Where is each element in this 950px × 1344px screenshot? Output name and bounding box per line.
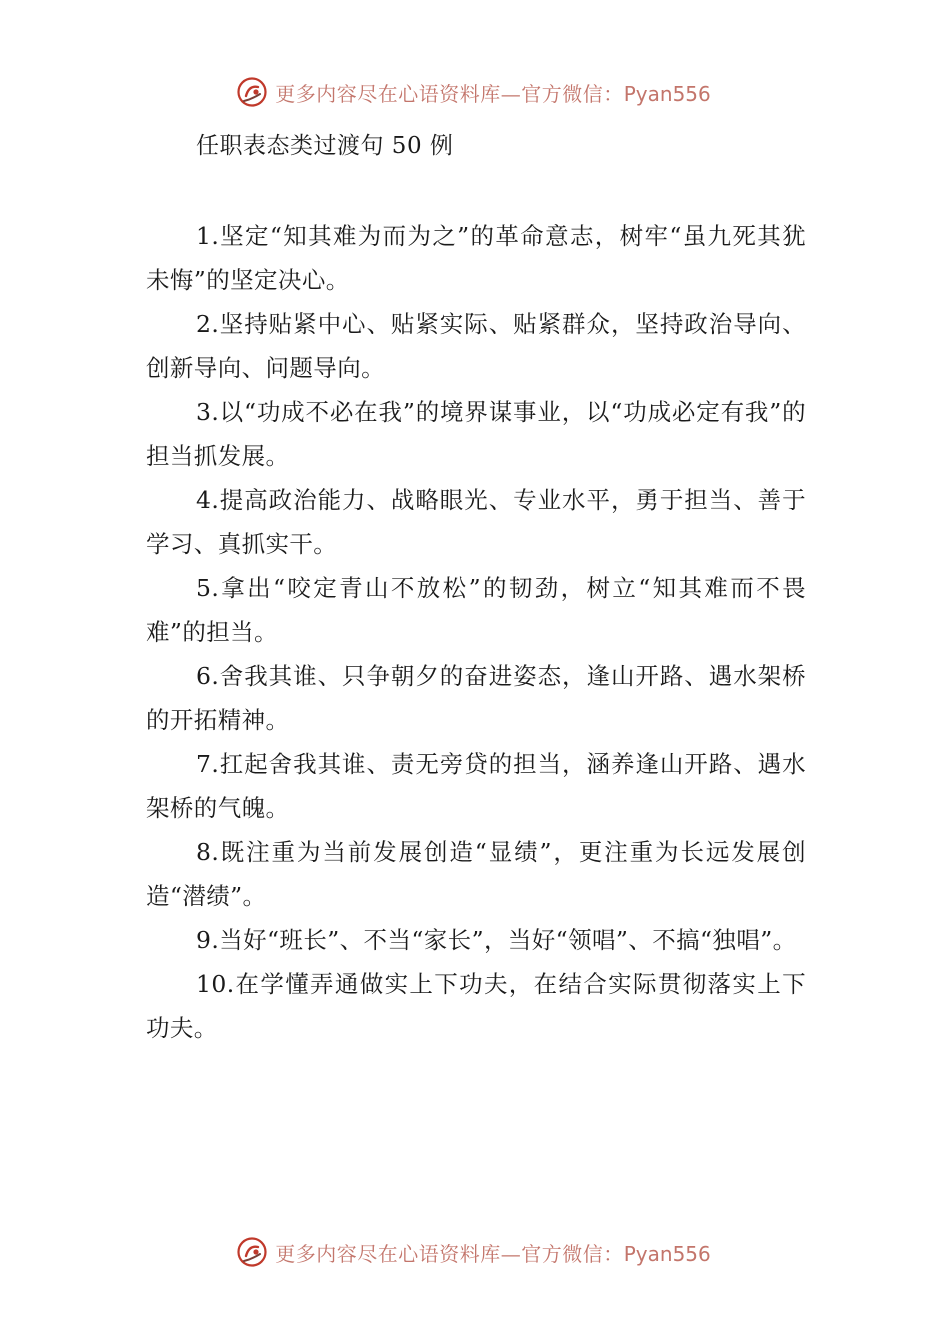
list-item: 9.当好“班长”、不当“家长”，当好“领唱”、不搞“独唱”。 [196, 926, 797, 954]
list-item: 4.提高政治能力、战略眼光、专业水平，勇于担当、善于学习、真抓实干。 [146, 486, 806, 558]
list-item: 1.坚定“知其难为而为之”的革命意志，树牢“虽九死其犹未悔”的坚定决心。 [146, 222, 806, 294]
list-item: 3.以“功成不必在我”的境界谋事业，以“功成必定有我”的担当抓发展。 [146, 398, 806, 470]
footer-banner [0, 1232, 950, 1272]
list-item: 6.舍我其谁、只争朝夕的奋进姿态，逢山开路、遇水架桥的开拓精神。 [146, 662, 806, 734]
footer-banner-text [275, 1238, 711, 1267]
list-item: 2.坚持贴紧中心、贴紧实际、贴紧群众，坚持政治导向、创新导向、问题导向。 [146, 310, 806, 382]
list-item: 5.拿出“咬定青山不放松”的韧劲，树立“知其难而不畏难”的担当。 [146, 574, 806, 646]
brand-logo-icon [235, 1235, 269, 1269]
list-item: 8.既注重为当前发展创造“显绩”，更注重为长远发展创造“潜绩”。 [146, 838, 806, 910]
header-banner-label: 更多内容尽在心语资料库—官方微信： [275, 81, 624, 106]
brand-logo-icon [235, 75, 269, 109]
document-body [146, 214, 806, 1050]
list-item: 7.扛起舍我其谁、责无旁贷的担当，涵养逢山开路、遇水架桥的气魄。 [146, 750, 806, 822]
header-banner-text [275, 78, 711, 107]
header-banner [0, 72, 950, 112]
header-wechat-id: Pyan556 [623, 81, 711, 106]
footer-banner-label: 更多内容尽在心语资料库—官方微信： [275, 1241, 624, 1266]
list-item: 10.在学懂弄通做实上下功夫，在结合实际贯彻落实上下功夫。 [146, 970, 806, 1042]
document-title: 任职表态类过渡句 50 例 [196, 133, 454, 159]
footer-wechat-id: Pyan556 [623, 1241, 711, 1266]
